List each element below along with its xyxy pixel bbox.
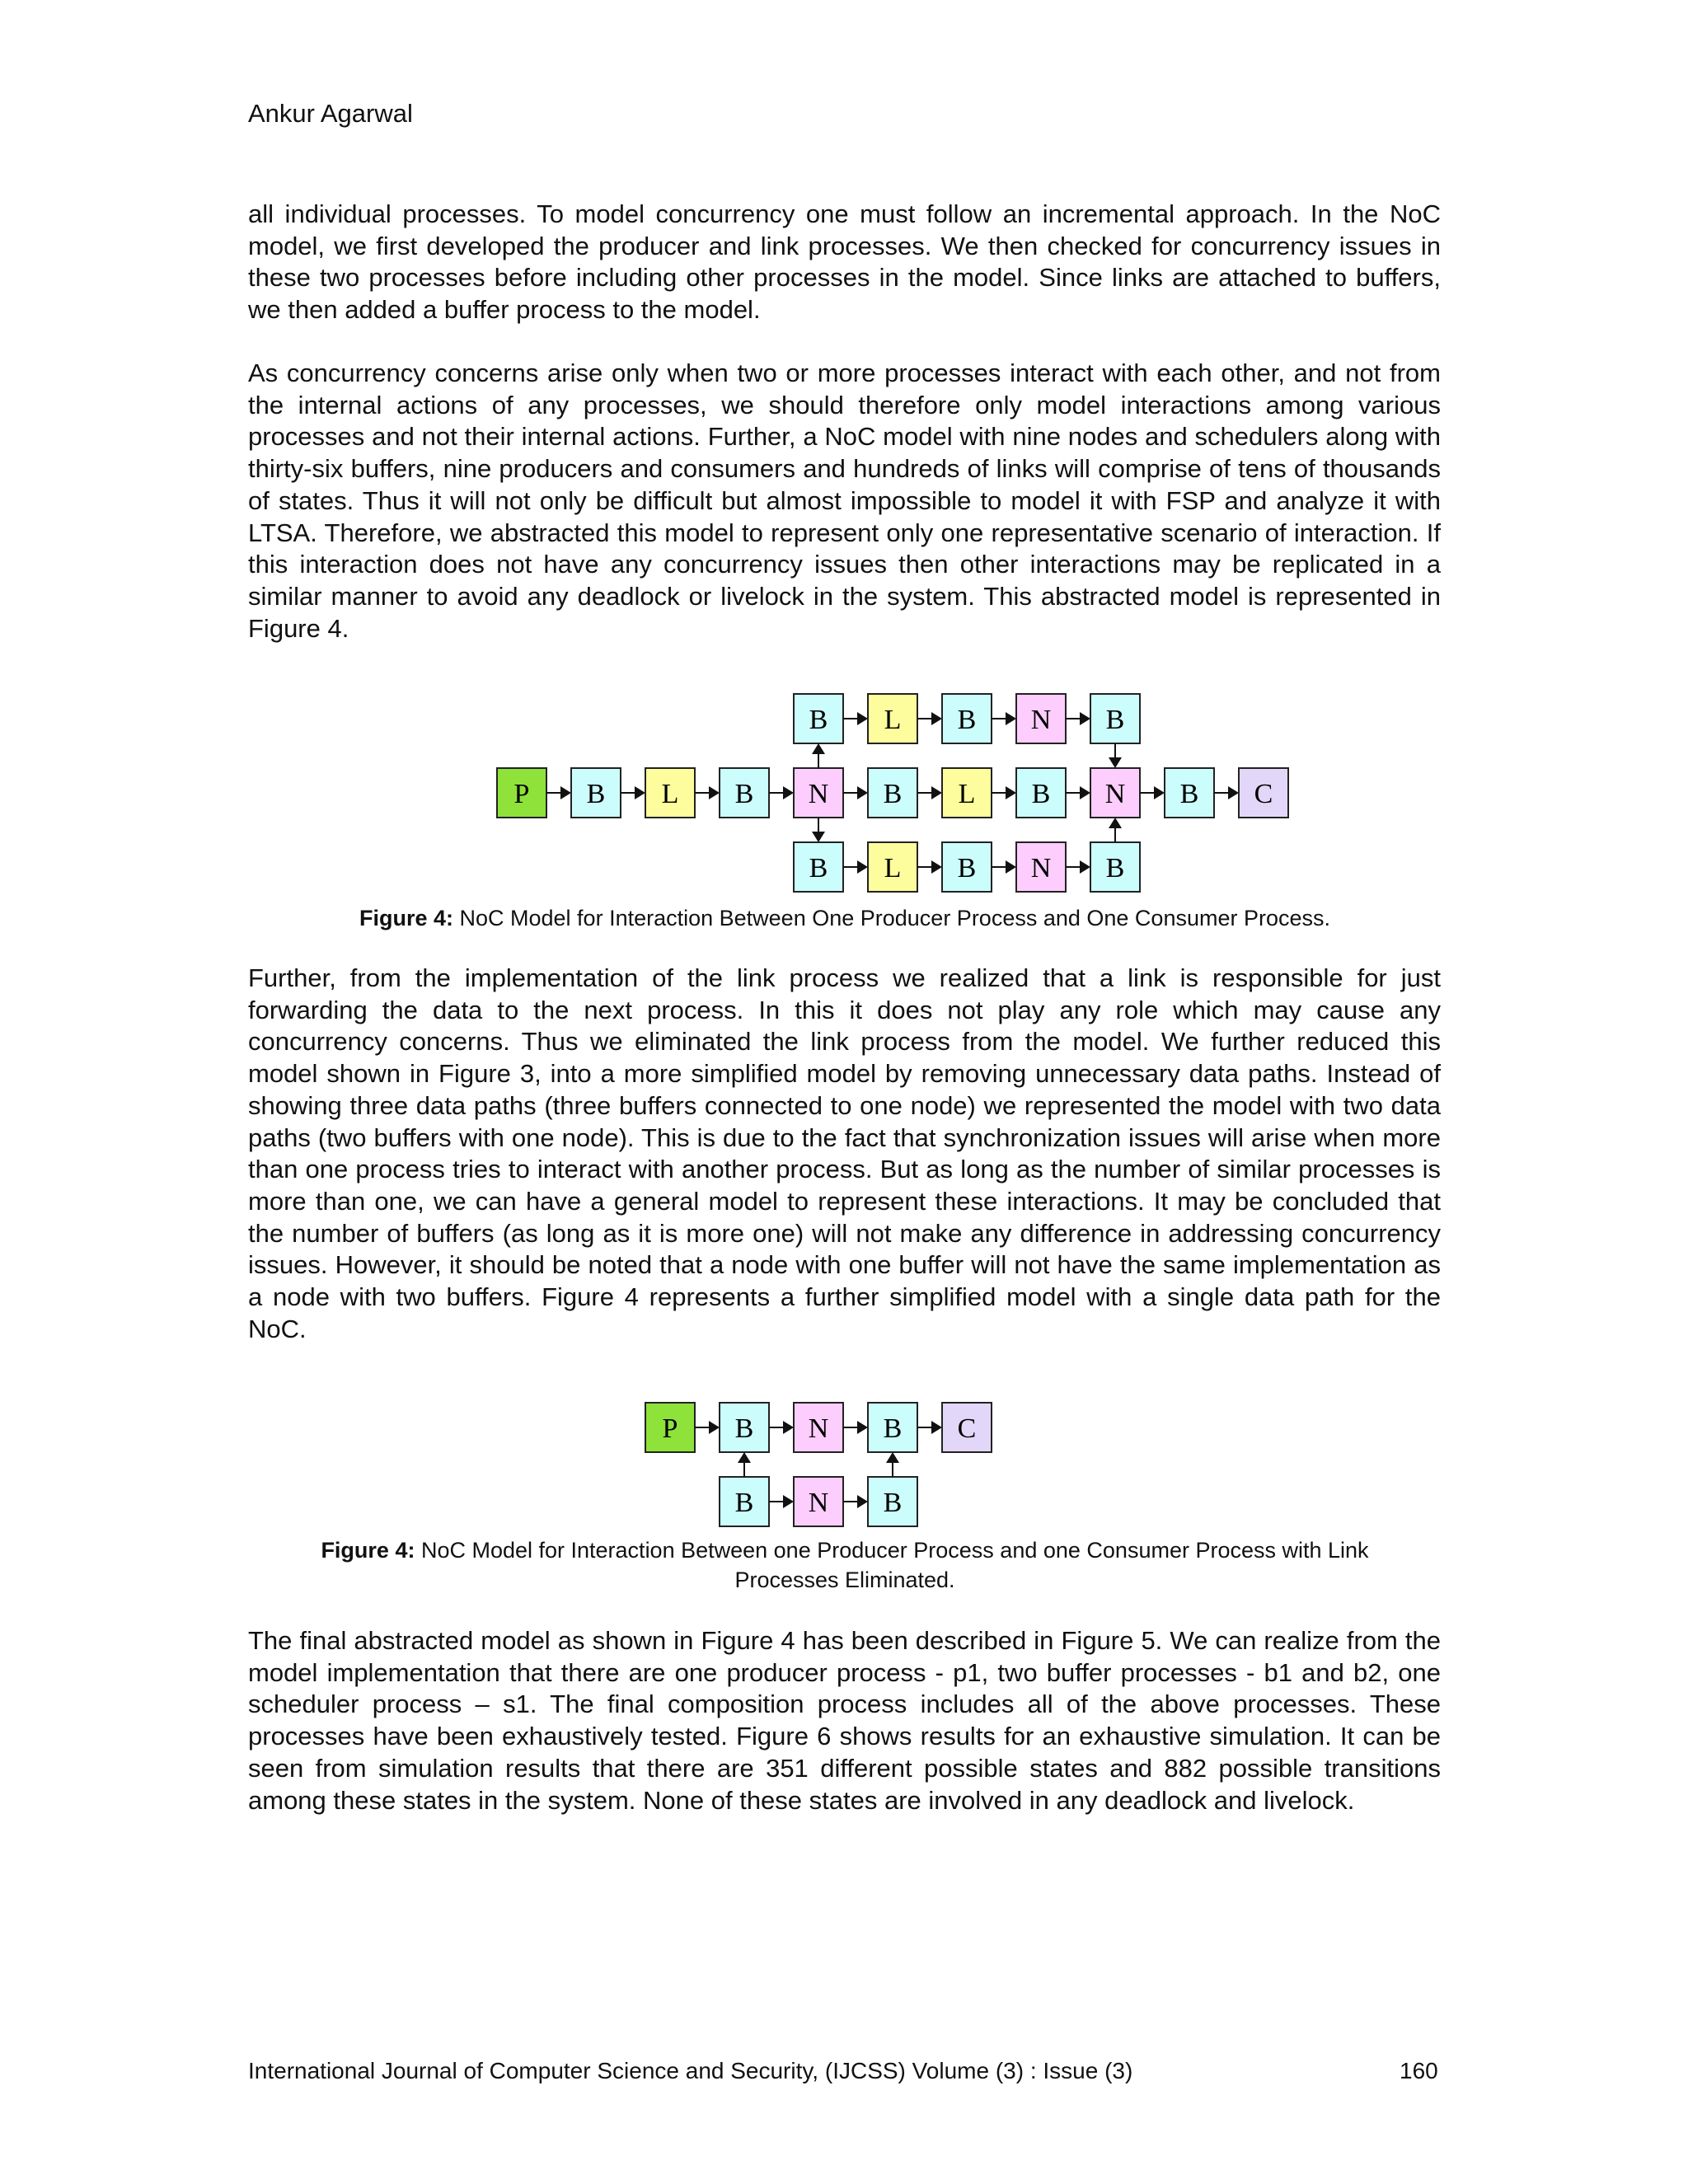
header-author: Ankur Agarwal [248,99,413,128]
fig1-bot-block-4-label: B [1105,853,1125,883]
fig1-bot-block-1-label: L [884,853,902,883]
fig1-mid-block-5 [868,768,917,818]
paragraph-2: As concurrency concerns arise only when two or more processes interact with each other, and not from the internal actions of any processes, we should therefore only model interactions among various processes and not their internal actions. Further, a NoC model with nine nodes and schedulers along with thirty-six buffers, nine producers and consumers and hundreds of links will comprise of tens of thousands of states. Thus it will not only be difficult but almost impossible to model it with FSP and analyze it with LTSA. Therefore, we abstracted this model to represent only one representative scenario of interaction. If this interaction does not have any concurrency issues then other interactions may be replicated in a similar manner to avoid any deadlock or livelock in the system. This abstracted model is represented in Figure 4. [248,359,1441,643]
fig1-mid-arrow-1 [621,786,645,799]
fig2-bot-block-1-label: N [808,1488,829,1518]
fig1-mid-arrow-8 [1140,786,1165,799]
fig1-mid-arrow-2 [695,786,720,799]
fig1-top-block-0 [794,694,843,743]
fig2-top-block-4-label: C [957,1413,977,1444]
fig2-bot-arrow-1 [843,1495,868,1508]
fig2-top-block-0 [645,1403,695,1452]
fig2-bot-arrow-0 [769,1495,794,1508]
fig2-top-arrow-3 [917,1421,942,1434]
figure-noc-model-simplified [0,1393,1688,1533]
fig1-mid-block-5-label: B [883,779,903,809]
fig1-top-arrow-1 [917,712,942,725]
figure-1-caption [165,903,1525,933]
fig1-top-block-2-label: B [957,705,977,735]
figure-2-caption [165,1535,1525,1595]
fig1-mid-block-10 [1239,768,1288,818]
paragraph-1: all individual processes. To model concurrency one must follow an incremental approach. In the NoC model, we first developed the producer and link processes. We then checked for concurrency issues in these two processes before including other processes in the model. Since links are attached to buffers, we then added a buffer process to the model. [248,199,1441,325]
fig2-top-block-1 [720,1403,769,1452]
figure-2-caption-line2: Processes Eliminated. [734,1568,955,1592]
fig2-bot-block-1 [794,1477,843,1526]
footer-page-number: 160 [1400,2058,1438,2083]
fig1-bot-block-1 [868,842,917,892]
fig1-bot-block-4 [1090,842,1140,892]
fig1-bot-block-3 [1016,842,1066,892]
fig1-mid-arrow-5 [917,786,942,799]
fig1-mid-block-9 [1165,768,1214,818]
fig1-mid-block-4 [794,768,843,818]
fig1-top-arrow-0 [843,712,868,725]
fig2-bot-block-0-label: B [734,1488,754,1518]
fig2-top-arrow-2 [843,1421,868,1434]
fig2-top-block-1-label: B [734,1413,754,1444]
fig1-bot-arrow-1 [917,860,942,874]
fig1-bot-arrow-0 [843,860,868,874]
fig1-mid-block-3-label: B [734,779,754,809]
fig1-mid-arrow-9 [1214,786,1239,799]
figure-noc-model-full [0,684,1688,898]
fig1-bot-arrow-2 [992,860,1016,874]
fig1-vert-arrow-n2-from-bottom [1109,818,1122,842]
fig2-top-block-3-label: B [883,1413,903,1444]
fig1-mid-arrow-3 [769,786,794,799]
fig1-mid-block-3 [720,768,769,818]
fig2-top-block-2 [794,1403,843,1452]
fig1-mid-block-8-label: N [1104,779,1126,809]
fig1-top-block-3 [1016,694,1066,743]
fig1-bot-block-2-label: B [957,853,977,883]
fig1-bot-block-0-label: B [809,853,828,883]
fig1-mid-arrow-4 [843,786,868,799]
fig1-mid-block-7 [1016,768,1066,818]
fig1-bot-arrow-3 [1066,860,1090,874]
fig1-top-block-4 [1090,694,1140,743]
fig1-mid-block-9-label: B [1179,779,1199,809]
fig1-vert-arrow-n2-from-top [1109,743,1122,768]
fig2-top-block-2-label: N [808,1413,829,1444]
fig1-mid-arrow-0 [546,786,571,799]
fig2-bot-block-2-label: B [883,1488,903,1518]
fig1-top-block-4-label: B [1105,705,1125,735]
fig1-mid-block-1-label: B [586,779,606,809]
fig1-mid-block-1 [571,768,621,818]
fig1-bot-block-3-label: N [1030,853,1052,883]
fig1-vert-arrow-n1-up [812,743,825,768]
figure-2-caption-label: Figure 4: [321,1538,415,1563]
fig1-mid-block-4-label: N [808,779,829,809]
fig1-mid-block-6 [942,768,992,818]
fig2-bot-block-2 [868,1477,917,1526]
fig1-top-block-0-label: B [809,705,828,735]
fig1-top-arrow-3 [1066,712,1090,725]
paragraph-4: The final abstracted model as shown in Figure 4 has been described in Figure 5. We can realize from the model implementation that there are one producer process - p1, two buffer processes - b1 and b2, one scheduler process – s1. The final composition process includes all of the above processes. These processes have been exhaustively tested. Figure 6 shows results for an exhaustive simulation. It can be seen from simulation results that there are 351 different possible states and 882 possible transitions among these states in the system. None of these states are involved in any deadlock and livelock. [248,1626,1441,1815]
fig1-top-arrow-2 [992,712,1016,725]
fig1-bot-block-2 [942,842,992,892]
fig1-mid-block-6-label: L [958,779,976,809]
footer-journal: International Journal of Computer Science and Security, (IJCSS) Volume (3) : Issue (3) [248,2058,1133,2083]
fig1-mid-block-2 [645,768,695,818]
fig1-top-block-1-label: L [884,705,902,735]
fig1-mid-block-8 [1090,768,1140,818]
fig2-bot-block-0 [720,1477,769,1526]
figure-1-caption-label: Figure 4: [359,906,453,930]
fig1-mid-arrow-6 [992,786,1016,799]
fig1-bot-block-0 [794,842,843,892]
fig1-mid-block-0-label: P [513,779,530,809]
fig2-top-block-4 [942,1403,992,1452]
fig1-vert-arrow-n1-down [812,818,825,842]
fig2-top-block-0-label: P [662,1413,678,1444]
fig1-mid-block-2-label: L [661,779,679,809]
fig2-vert-arrow-to-n [738,1452,751,1477]
fig1-top-block-1 [868,694,917,743]
fig1-top-block-2 [942,694,992,743]
fig1-mid-arrow-7 [1066,786,1090,799]
fig2-top-arrow-0 [695,1421,720,1434]
fig1-mid-block-7-label: B [1031,779,1051,809]
figure-1-caption-text: NoC Model for Interaction Between One Producer Process and One Consumer Process. [453,906,1331,930]
figure-2-caption-line1: NoC Model for Interaction Between one Producer Process and one Consumer Process with Link [415,1538,1369,1563]
fig2-top-block-3 [868,1403,917,1452]
fig1-mid-block-0 [497,768,546,818]
fig2-vert-arrow-to-c [886,1452,899,1477]
fig2-top-arrow-1 [769,1421,794,1434]
fig1-mid-block-10-label: C [1254,779,1273,809]
paragraph-3: Further, from the implementation of the link process we realized that a link is responsible for just forwarding the data to the next process. In this it does not play any role which may cause any concurrency concerns. Thus we eliminated the link process from the model. We further reduced this model shown in Figure 3, into a more simplified model by removing unnecessary data paths. Instead of showing three data paths (three buffers connected to one node) we represented the model with two data paths (two buffers with one node). This is due to the fact that synchronization issues will arise when more than one process tries to interact with another process. But as long as the number of similar processes is more than one, we can have a general model to represent these interactions. It may be concluded that the number of buffers (as long as it is more one) will not make any difference in addressing concurrency issues. However, it should be noted that a node with one buffer will not have the same implementation as a node with two buffers. Figure 4 represents a further simplified model with a single data path for the NoC. [248,963,1441,1343]
fig1-top-block-3-label: N [1030,705,1052,735]
